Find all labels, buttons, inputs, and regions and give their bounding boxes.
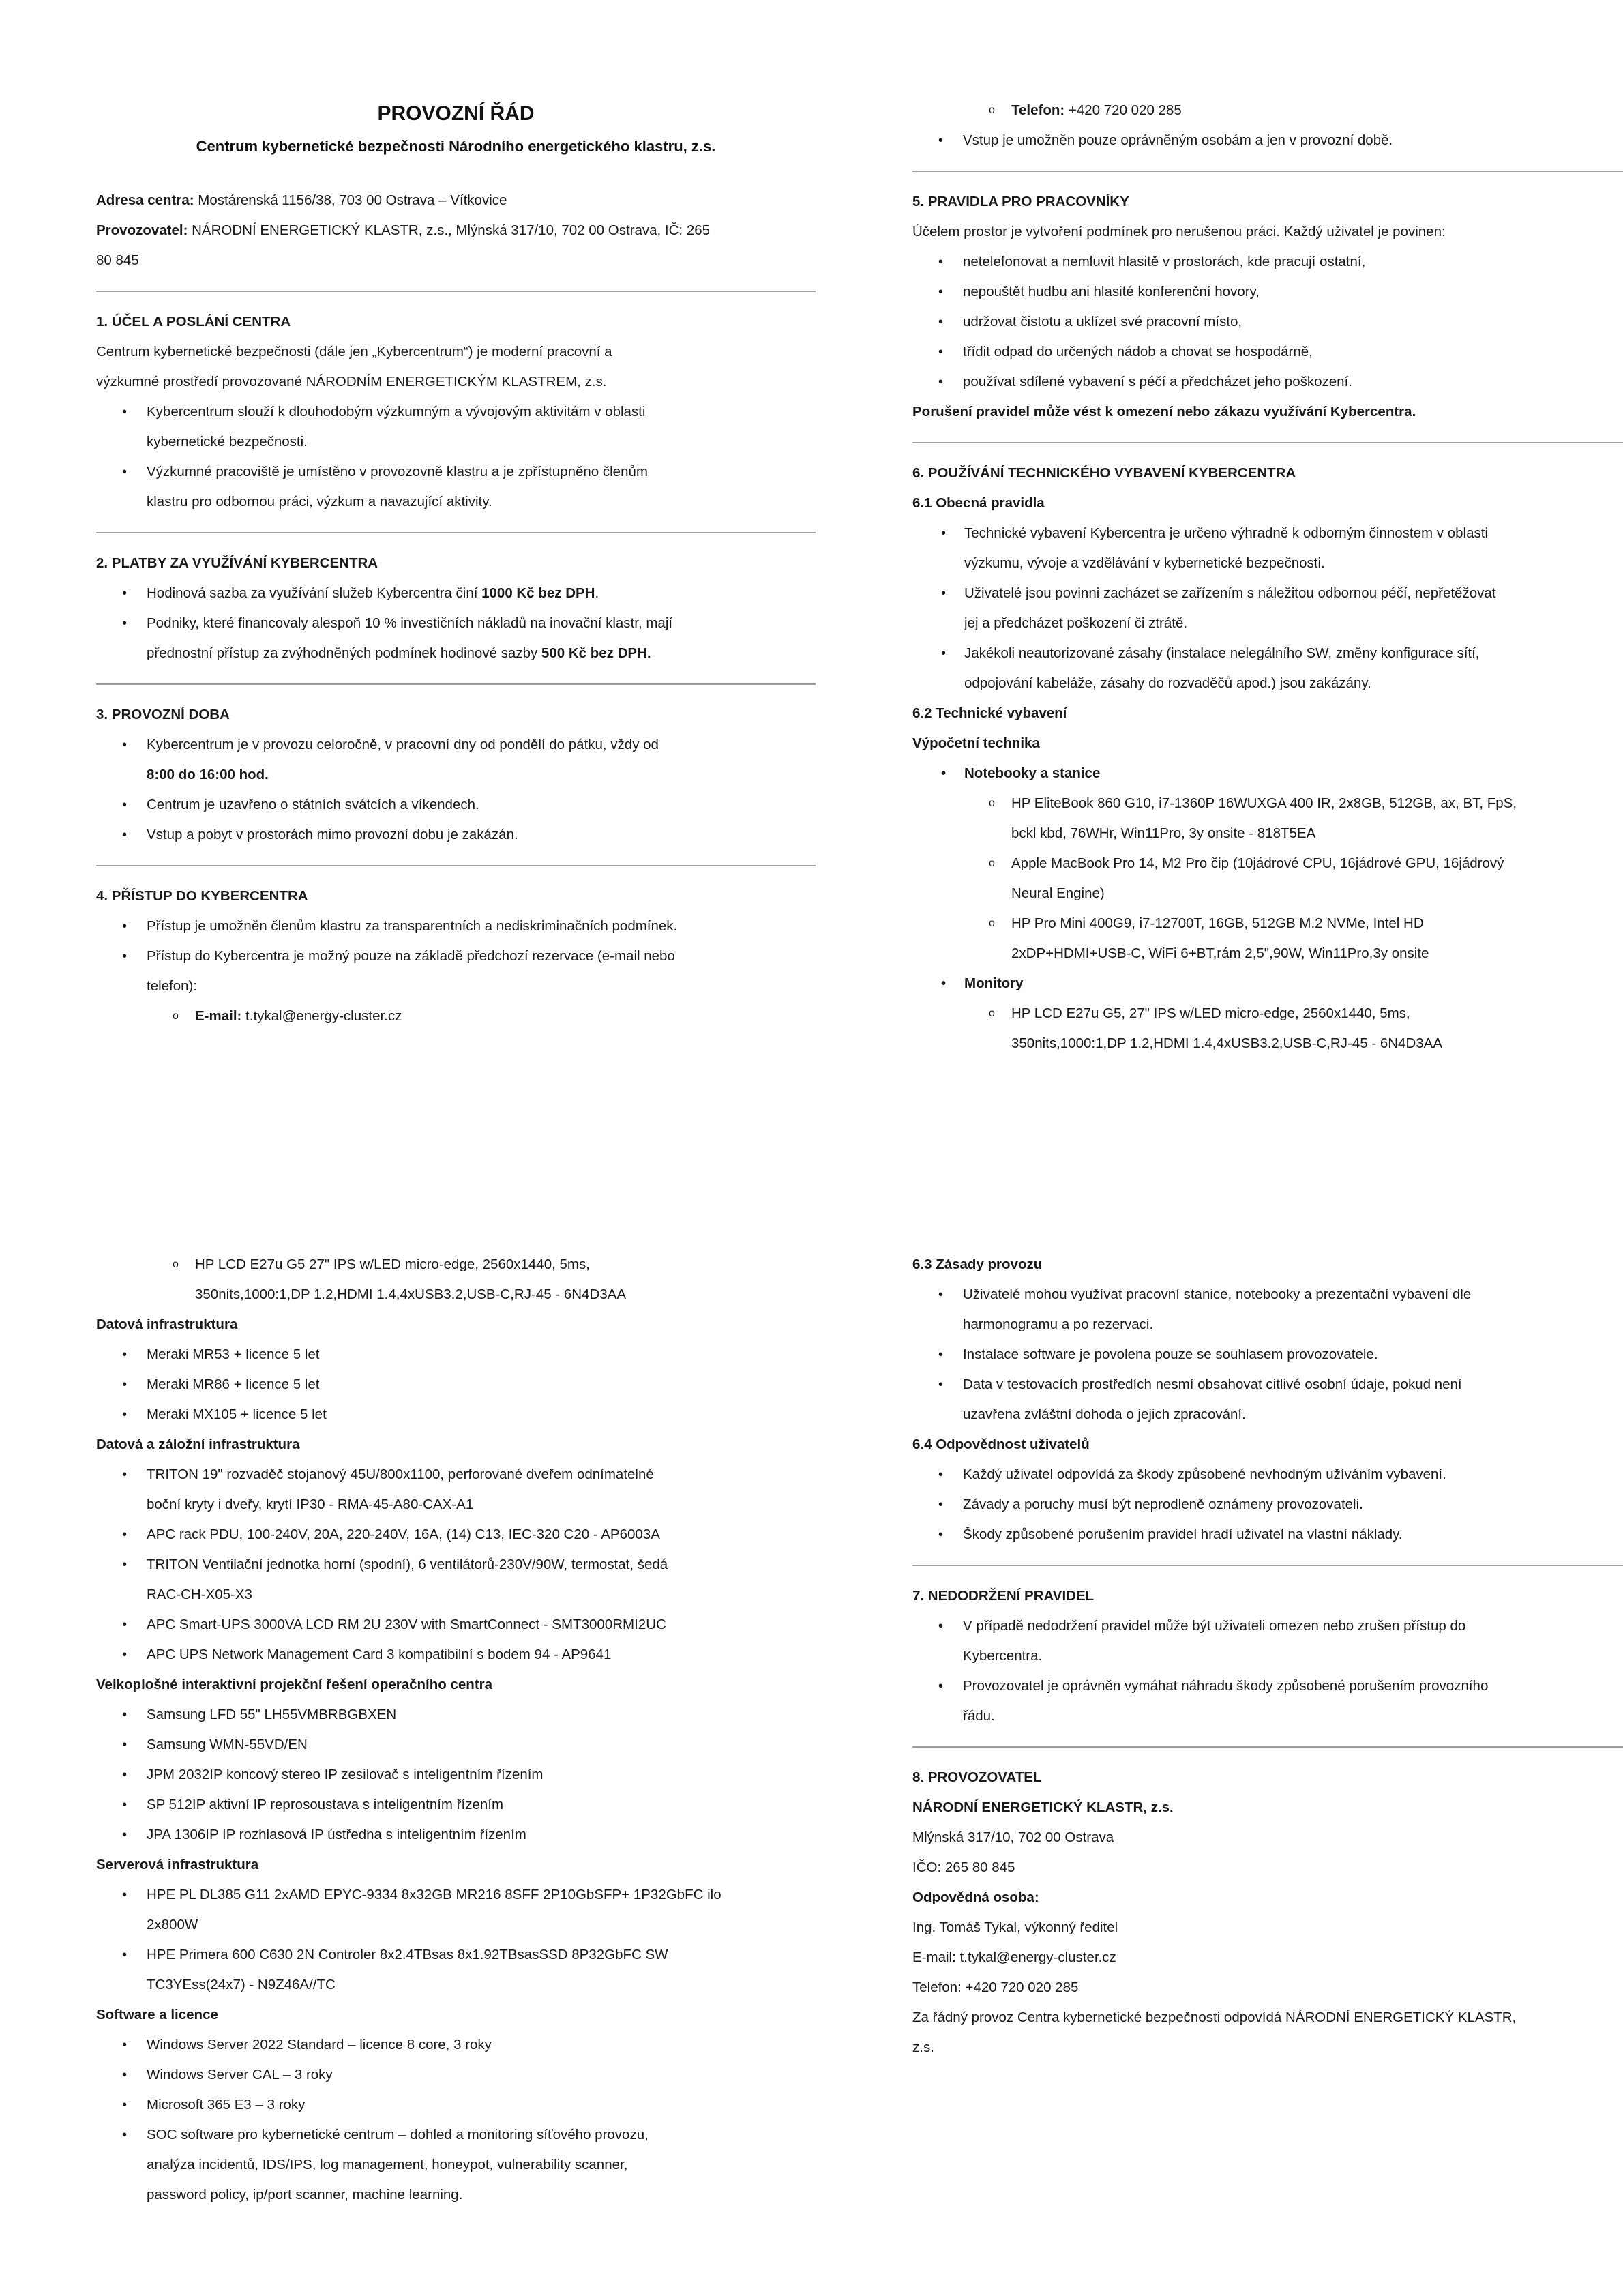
list-item-text: Jakékoli neautorizované zásahy (instalace nelegálního SW, změny konfigurace sítí,: [964, 645, 1480, 661]
projection-heading: Velkoplošné interaktivní projekční řešení operačního centra: [96, 1677, 493, 1692]
list-item-text: analýza incidentů, IDS/IPS, log management, honeypot, vulnerability scanner,: [147, 2157, 628, 2173]
contact-list-cont: [912, 95, 1623, 126]
list-item: • používat sdílené vybavení s péčí a předcházet jeho poškození.: [912, 367, 1623, 397]
list-item: • Windows Server CAL – 3 roky: [96, 2060, 816, 2090]
list-item: • Microsoft 365 E3 – 3 roky: [96, 2090, 816, 2120]
list-item-text: HPE PL DL385 G11 2xAMD EPYC-9334 8x32GB MR216 8SFF 2P10GbSFP+ 1P32GbFC ilo: [147, 1887, 721, 1902]
closing-statement: Za řádný provoz Centra kybernetické bezpečnosti odpovídá NÁRODNÍ ENERGETICKÝ KLASTR,: [912, 2010, 1517, 2025]
phone-value: +420 720 020 285: [1064, 102, 1182, 118]
responsible-phone: Telefon: +420 720 020 285: [912, 1979, 1079, 1995]
list-item: • JPM 2032IP koncový stereo IP zesilovač s inteligentním řízením: [96, 1760, 816, 1790]
list-item: • JPA 1306IP IP rozhlasová IP ústředna s inteligentním řízením: [96, 1820, 816, 1850]
monitors-list-cont: [96, 1250, 816, 1310]
list-item: • netelefonovat a nemluvit hlasitě v prostorách, kde pracují ostatní,: [912, 247, 1623, 277]
list-item: • Samsung LFD 55" LH55VMBRBGBXEN: [96, 1700, 816, 1730]
email-label: E-mail:: [195, 1008, 242, 1024]
operating-hours: 8:00 do 16:00 hod.: [147, 767, 269, 782]
list-item-text: 2xDP+HDMI+USB-C, WiFi 6+BT,rám 2,5",90W, Win11Pro,3y onsite: [1011, 945, 1429, 961]
operator-line: [96, 216, 816, 246]
list-item: [912, 638, 1623, 698]
email-value[interactable]: t.tykal@energy-cluster.cz: [241, 1008, 402, 1024]
list-item: • Vstup je umožněn pouze oprávněným osobám a jen v provozní době.: [912, 126, 1623, 156]
divider: [912, 1746, 1623, 1748]
operator-address: Mlýnská 317/10, 702 00 Ostrava: [912, 1829, 1114, 1845]
list-item: [912, 518, 1623, 578]
list-item: [96, 730, 816, 790]
section-7-list: [912, 1611, 1623, 1731]
list-item-text: Podniky, které financovaly alespoň 10 % investičních nákladů na inovační klastr, mají: [147, 615, 673, 631]
list-item-text: Data v testovacích prostředích nesmí obsahovat citlivé osobní údaje, pokud není: [963, 1377, 1462, 1392]
monitors-group: [912, 969, 1623, 999]
list-item: [912, 1370, 1623, 1430]
divider: [912, 171, 1623, 172]
section-5-warning: Porušení pravidel může vést k omezení nebo zákazu využívání Kybercentra.: [912, 404, 1416, 420]
server-list: [96, 1880, 816, 2000]
list-item: • Meraki MR86 + licence 5 let: [96, 1370, 816, 1400]
responsible-name: Ing. Tomáš Tykal, výkonný ředitel: [912, 1919, 1118, 1935]
list-item-text: HPE Primera 600 C630 2N Controler 8x2.4TBsas 8x1.92TBsasSSD 8P32GbFC SW: [147, 1947, 668, 1962]
list-item-text: Provozovatel je oprávněn vymáhat náhradu škody způsobené porušením provozního: [963, 1678, 1489, 1694]
list-item: [96, 2120, 816, 2210]
list-item-text: HP Pro Mini 400G9, i7-12700T, 16GB, 512GB M.2 NVMe, Intel HD: [1011, 915, 1424, 931]
list-item-text: SOC software pro kybernetické centrum – dohled a monitoring síťového provozu,: [147, 2127, 649, 2143]
list-item: • udržovat čistotu a uklízet své pracovní místo,: [912, 307, 1623, 337]
list-item-text: Přístup do Kybercentra je možný pouze na základě předchozí rezervace (e-mail nebo: [147, 948, 675, 964]
list-item-text: HP LCD E27u G5, 27" IPS w/LED micro-edge, 2560x1440, 5ms,: [1011, 1005, 1410, 1021]
section-6-1-heading: 6.1 Obecná pravidla: [912, 495, 1045, 511]
list-item: • Windows Server 2022 Standard – licence 8 core, 3 roky: [96, 2030, 816, 2060]
responsible-label: Odpovědná osoba:: [912, 1889, 1039, 1905]
list-item-text: přednostní přístup za zvýhodněných podmínek hodinové sazby: [147, 645, 541, 661]
list-item-text: telefon):: [147, 978, 198, 994]
list-item: [96, 941, 816, 1001]
data-infra-list: [96, 1340, 816, 1430]
section-6-3-list: [912, 1280, 1623, 1430]
list-item: [912, 999, 1623, 1059]
list-item-text: Kybercentra.: [963, 1648, 1043, 1664]
notebooks-group: [912, 759, 1623, 789]
backup-infra-heading: Datová a záložní infrastruktura: [96, 1437, 300, 1452]
divider: [96, 532, 816, 533]
list-item-text: boční kryty i dveřy, krytí IP30 - RMA-45-A80-CAX-A1: [147, 1497, 474, 1512]
list-item: • Každý uživatel odpovídá za škody způsobené nevhodným užíváním vybavení.: [912, 1460, 1623, 1490]
document-title: PROVOZNÍ ŘÁD: [377, 102, 535, 125]
list-item: • třídit odpad do určených nádob a chovat se hospodárně,: [912, 337, 1623, 367]
list-item-text: Hodinová sazba za využívání služeb Kybercentra činí: [147, 585, 482, 601]
software-heading: Software a licence: [96, 2007, 218, 2022]
closing-statement-cont: z.s.: [912, 2040, 934, 2055]
list-item: • SP 512IP aktivní IP reprosoustava s inteligentním řízením: [96, 1790, 816, 1820]
notebooks-list: [912, 789, 1623, 969]
divider: [96, 865, 816, 866]
list-item-text: .: [595, 585, 599, 601]
list-item-text: Uživatelé mohou využívat pracovní stanice, notebooky a prezentační vybavení dle: [963, 1286, 1472, 1302]
list-item-text: odpojování kabeláže, zásahy do rozvaděčů apod.) jsou zakázány.: [964, 675, 1371, 691]
data-infra-heading: Datová infrastruktura: [96, 1316, 238, 1332]
section-6-2-heading: 6.2 Technické vybavení: [912, 705, 1067, 721]
section-6-3-heading: 6.3 Zásady provozu: [912, 1256, 1043, 1272]
list-item-text: jej a předcházet poškození či ztrátě.: [964, 615, 1188, 631]
section-5-text: Účelem prostor je vytvoření podmínek pro nerušenou práci. Každý uživatel je povinen:: [912, 224, 1446, 239]
address-value: Mostárenská 1156/38, 703 00 Ostrava – Vítkovice: [194, 192, 507, 208]
list-item: [912, 1611, 1623, 1671]
list-item-text: harmonogramu a po rezervaci.: [963, 1316, 1154, 1332]
list-item-text: Technické vybavení Kybercentra je určeno výhradně k odborným činnostem v oblasti: [964, 525, 1489, 541]
list-item: • Instalace software je povolena pouze se souhlasem provozovatele.: [912, 1340, 1623, 1370]
list-item: [912, 789, 1623, 849]
list-item-text: Neural Engine): [1011, 885, 1105, 901]
section-7-heading: 7. NEDODRŽENÍ PRAVIDEL: [912, 1588, 1095, 1604]
list-item: • Vstup a pobyt v prostorách mimo provozní dobu je zakázán.: [96, 820, 816, 850]
list-item-text: Uživatelé jsou povinni zacházet se zařízením s náležitou odbornou péčí, nepřetěžovat: [964, 585, 1496, 601]
section-3-list: [96, 730, 816, 850]
list-item: [96, 1880, 816, 1940]
section-4-list: [96, 911, 816, 1001]
list-item: [96, 397, 816, 457]
operator-name: NÁRODNÍ ENERGETICKÝ KLASTR, z.s.: [912, 1799, 1174, 1815]
section-6-heading: 6. POUŽÍVÁNÍ TECHNICKÉHO VYBAVENÍ KYBERCENTRA: [912, 465, 1296, 481]
server-heading: Serverová infrastruktura: [96, 1857, 259, 1872]
list-item: [912, 1280, 1623, 1340]
list-item: [96, 608, 816, 668]
list-item-text: řádu.: [963, 1708, 995, 1724]
list-item: • Přístup je umožněn členům klastru za transparentních a nediskriminačních podmínek.: [96, 911, 816, 941]
section-1-text-cont: výzkumné prostředí provozované NÁRODNÍM ENERGETICKÝM KLASTREM, z.s.: [96, 374, 607, 389]
access-note-list: [912, 126, 1623, 156]
address-label: Adresa centra:: [96, 192, 194, 208]
list-item-text: výzkumu, vývoje a vzdělávání v kybernetické bezpečnosti.: [964, 555, 1325, 571]
list-item-text: klastru pro odbornou práci, výzkum a navazující aktivity.: [147, 494, 492, 510]
notebooks-heading: • Notebooky a stanice: [912, 759, 1623, 789]
list-item: [912, 578, 1623, 638]
section-6-4-heading: 6.4 Odpovědnost uživatelů: [912, 1437, 1090, 1452]
page-2: [912, 95, 1623, 1059]
list-item: • APC rack PDU, 100-240V, 20A, 220-240V, 16A, (14) C13, IEC-320 C20 - AP6003A: [96, 1520, 816, 1550]
list-item-text: TC3YEss(24x7) - N9Z46A//TC: [147, 1977, 336, 1992]
divider: [96, 683, 816, 685]
list-item: [912, 1671, 1623, 1731]
section-1-list: [96, 397, 816, 517]
list-item-text: RAC-CH-X05-X3: [147, 1587, 252, 1602]
list-item: [96, 578, 816, 608]
list-item-text: password policy, ip/port scanner, machine learning.: [147, 2187, 463, 2203]
backup-infra-list: [96, 1460, 816, 1670]
section-3-heading: 3. PROVOZNÍ DOBA: [96, 707, 230, 722]
list-item: [96, 1460, 816, 1520]
document-subtitle: Centrum kybernetické bezpečnosti Národního energetického klastru, z.s.: [196, 138, 716, 155]
operator-label: Provozovatel:: [96, 222, 188, 238]
operator-ico: IČO: 265 80 845: [912, 1859, 1015, 1875]
section-5-list: [912, 247, 1623, 397]
projection-list: [96, 1700, 816, 1850]
monitors-heading: • Monitory: [912, 969, 1623, 999]
section-5-heading: 5. PRAVIDLA PRO PRACOVNÍKY: [912, 194, 1129, 209]
list-item: • APC UPS Network Management Card 3 kompatibilní s bodem 94 - AP9641: [96, 1640, 816, 1670]
operator-line-cont: 80 845: [96, 252, 139, 268]
list-item: [96, 1550, 816, 1610]
address-line: [96, 186, 816, 216]
divider: [96, 291, 816, 292]
phone-label: Telefon:: [1011, 102, 1065, 118]
page-3: [96, 1250, 816, 2210]
section-2-heading: 2. PLATBY ZA VYUŽÍVÁNÍ KYBERCENTRA: [96, 555, 378, 571]
email-item: [96, 1001, 816, 1031]
list-item: • Závady a poruchy musí být neprodleně oznámeny provozovateli.: [912, 1490, 1623, 1520]
section-6-4-list: [912, 1460, 1623, 1550]
list-item-text: bckl kbd, 76WHr, Win11Pro, 3y onsite - 818T5EA: [1011, 825, 1316, 841]
list-item: • nepouštět hudbu ani hlasité konferenční hovory,: [912, 277, 1623, 307]
list-item-text: 2x800W: [147, 1917, 198, 1932]
list-item-text: Kybercentrum slouží k dlouhodobým výzkumným a vývojovým aktivitám v oblasti: [147, 404, 646, 420]
list-item-text: TRITON Ventilační jednotka horní (spodní), 6 ventilátorů-230V/90W, termostat, šedá: [147, 1557, 668, 1572]
section-4-heading: 4. PŘÍSTUP DO KYBERCENTRA: [96, 888, 308, 904]
list-item-text: 350nits,1000:1,DP 1.2,HDMI 1.4,4xUSB3.2,USB-C,RJ-45 - 6N4D3AA: [195, 1286, 626, 1302]
responsible-email[interactable]: E-mail: t.tykal@energy-cluster.cz: [912, 1949, 1116, 1965]
list-item-text: HP LCD E27u G5 27" IPS w/LED micro-edge, 2560x1440, 5ms,: [195, 1256, 590, 1272]
list-item-text: kybernetické bezpečnosti.: [147, 434, 308, 450]
list-item-text: Výzkumné pracoviště je umístěno v provozovně klastru a je zpřístupněno členům: [147, 464, 648, 480]
phone-item: [912, 95, 1623, 126]
section-1-heading: 1. ÚČEL A POSLÁNÍ CENTRA: [96, 314, 291, 329]
section-1-text: Centrum kybernetické bezpečnosti (dále jen „Kybercentrum“) je moderní pracovní a: [96, 344, 612, 359]
computers-heading: Výpočetní technika: [912, 735, 1040, 751]
divider: [912, 442, 1623, 443]
page-4: [912, 1250, 1623, 2063]
section-2-list: [96, 578, 816, 668]
list-item: • APC Smart-UPS 3000VA LCD RM 2U 230V with SmartConnect - SMT3000RMI2UC: [96, 1610, 816, 1640]
monitors-list: [912, 999, 1623, 1059]
list-item: • Meraki MR53 + licence 5 let: [96, 1340, 816, 1370]
software-list: [96, 2030, 816, 2210]
list-item-text: 350nits,1000:1,DP 1.2,HDMI 1.4,4xUSB3.2,USB-C,RJ-45 - 6N4D3AA: [1011, 1035, 1442, 1051]
list-item: [96, 457, 816, 517]
section-8-heading: 8. PROVOZOVATEL: [912, 1769, 1042, 1785]
list-item: [912, 849, 1623, 909]
list-item: • Škody způsobené porušením pravidel hradí uživatel na vlastní náklady.: [912, 1520, 1623, 1550]
list-item: • Samsung WMN-55VD/EN: [96, 1730, 816, 1760]
hourly-rate: 1000 Kč bez DPH: [481, 585, 595, 601]
operator-value: NÁRODNÍ ENERGETICKÝ KLASTR, z.s., Mlýnská 317/10, 702 00 Ostrava, IČ: 265: [188, 222, 711, 238]
discount-rate: 500 Kč bez DPH.: [541, 645, 651, 661]
list-item: • Meraki MX105 + licence 5 let: [96, 1400, 816, 1430]
page-1: [96, 95, 816, 1031]
list-item: [96, 1250, 816, 1310]
divider: [912, 1565, 1623, 1566]
list-item-text: Kybercentrum je v provozu celoročně, v pracovní dny od pondělí do pátku, vždy od: [147, 737, 659, 752]
section-6-1-list: [912, 518, 1623, 698]
list-item-text: HP EliteBook 860 G10, i7-1360P 16WUXGA 400 IR, 2x8GB, 512GB, ax, BT, FpS,: [1011, 795, 1517, 811]
list-item: • Centrum je uzavřeno o státních svátcích a víkendech.: [96, 790, 816, 820]
list-item: [912, 909, 1623, 969]
list-item: [96, 1940, 816, 2000]
list-item-text: uzavřena zvláštní dohoda o jejich zpracování.: [963, 1407, 1246, 1422]
list-item-text: Apple MacBook Pro 14, M2 Pro čip (10jádrové CPU, 16jádrové GPU, 16jádrový: [1011, 855, 1504, 871]
contact-list: [96, 1001, 816, 1031]
list-item-text: TRITON 19" rozvaděč stojanový 45U/800x1100, perforované dveřem odnímatelné: [147, 1467, 654, 1482]
list-item-text: V případě nedodržení pravidel může být uživateli omezen nebo zrušen přístup do: [963, 1618, 1466, 1634]
